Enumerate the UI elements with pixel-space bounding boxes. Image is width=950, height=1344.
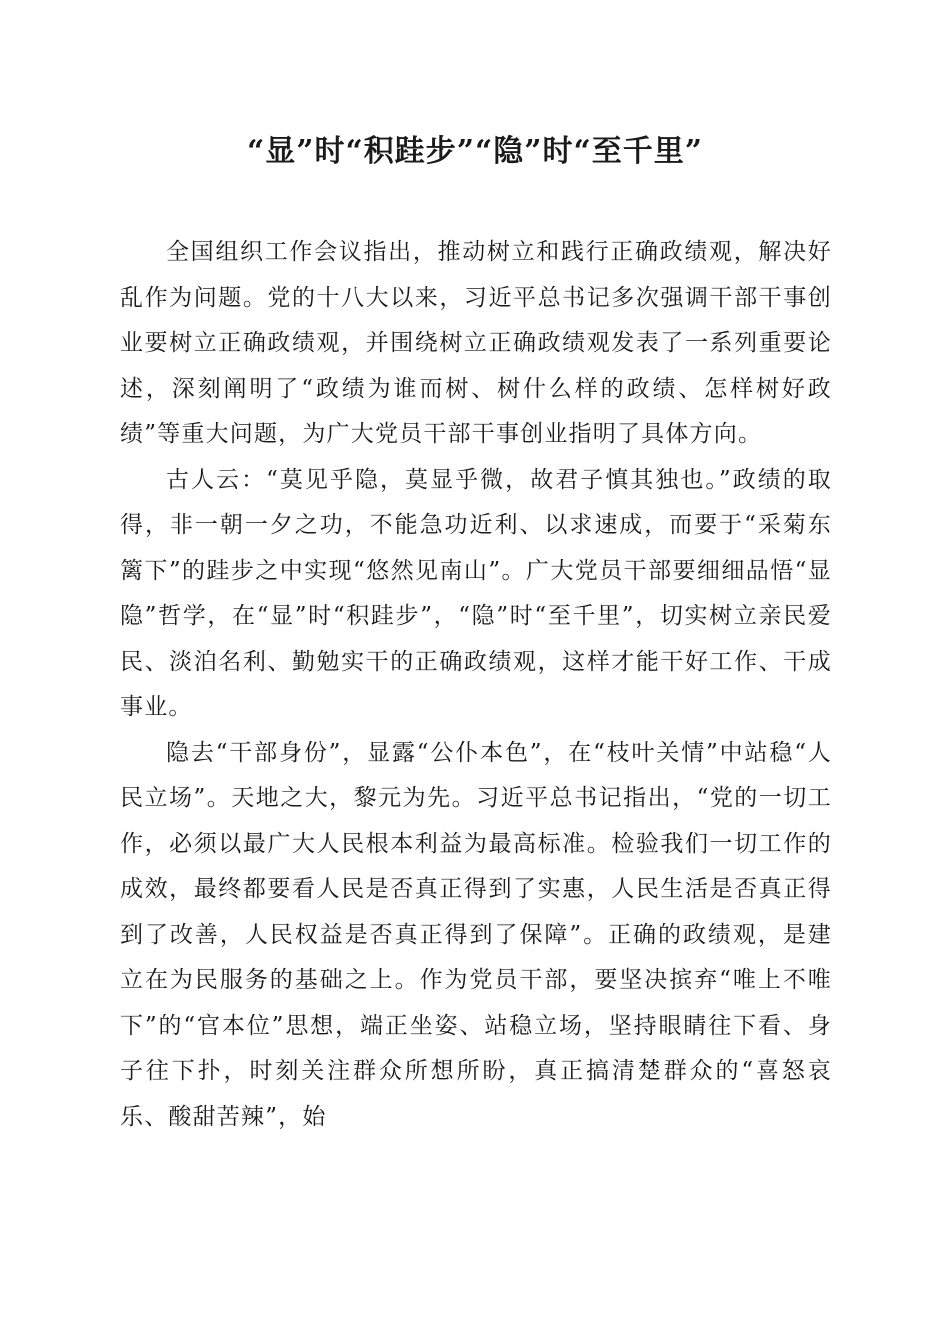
document-title: “显”时“积跬步”“隐”时“至千里” xyxy=(246,134,704,169)
paragraph-3: 隐去“干部身份”，显露“公仆本色”，在“枝叶关情”中站稳“人民立场”。天地之大，黎元为先。习近平总书记指出，“党的一切工作，必须以最广大人民根本利益为最高标准。检验我们一切工作的成效，最终都要看人民是否真正得到了实惠，人民生活是否真正得到了改善，人民权益是否真正得到了保障”。正确的政绩观，是建立在为民服务的基础之上。作为党员干部，要坚决摈弃“唯上不唯下”的“官本位”思想，端正坐姿、站稳立场，坚持眼睛往下看、身子往下扑，时刻关注群众所想所盼，真正搞清楚群众的“喜怒哀乐、酸甜苦辣”，始 xyxy=(120,739,832,1130)
document-body xyxy=(120,230,832,1140)
paragraph-2: 古人云：“莫见乎隐，莫显乎微，故君子慎其独也。”政绩的取得，非一朝一夕之功，不能急功近利、以求速成，而要于“采菊东篱下”的跬步之中实现“悠然见南山”。广大党员干部要细细品悟“显隐”哲学，在“显”时“积跬步”，“隐”时“至千里”，切实树立亲民爱民、淡泊名利、勤勉实干的正确政绩观，这样才能干好工作、干成事业。 xyxy=(120,466,832,720)
paragraph-1: 全国组织工作会议指出，推动树立和践行正确政绩观，解决好乱作为问题。党的十八大以来，习近平总书记多次强调干部干事创业要树立正确政绩观，并围绕树立正确政绩观发表了一系列重要论述，深刻阐明了“政绩为谁而树、树什么样的政绩、怎样树好政绩”等重大问题，为广大党员干部干事创业指明了具体方向。 xyxy=(120,239,832,447)
